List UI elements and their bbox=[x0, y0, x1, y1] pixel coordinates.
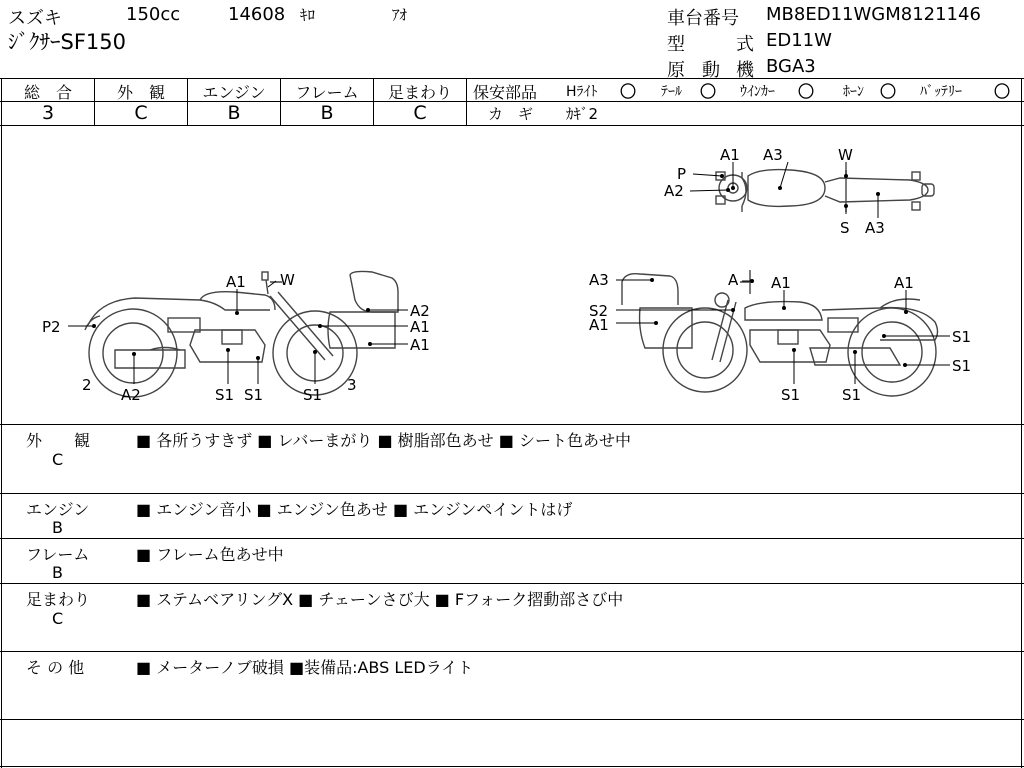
left-label-2: 2 bbox=[82, 376, 92, 394]
color: ｱｵ bbox=[392, 6, 408, 24]
top-view-motorcycle bbox=[716, 170, 934, 212]
right-label-s1a: S1 bbox=[952, 328, 972, 346]
frame-label: フレーム bbox=[295, 83, 359, 102]
notes-engine-text: ■ エンジン音小 ■ エンジン色あせ ■ エンジンペイントはげ bbox=[136, 500, 573, 519]
right-label-a1b: A1 bbox=[894, 274, 914, 292]
engine-label-1: 原 bbox=[667, 60, 685, 81]
overall-grade: 3 bbox=[41, 102, 55, 124]
headlight-label: Hﾗｲﾄ bbox=[566, 84, 598, 100]
right-label-s1b: S1 bbox=[952, 357, 972, 375]
engine-grade: B bbox=[227, 102, 241, 124]
headlight-mark: 〇 bbox=[620, 82, 637, 101]
notes-other-text: ■ メーターノブ破損 ■装備品:ABS LEDライト bbox=[136, 658, 474, 677]
battery-label: ﾊﾞｯﾃﾘｰ bbox=[920, 84, 962, 100]
suspension-label: 足まわり bbox=[387, 83, 452, 102]
notes-exterior-label: 外 観 bbox=[26, 431, 91, 450]
right-label-a: A bbox=[728, 271, 739, 289]
notes-suspension-grade: C bbox=[52, 609, 64, 628]
right-label-a1a: A1 bbox=[771, 274, 791, 292]
engine-label-2: 動 bbox=[702, 60, 720, 81]
frame-no: MB8ED11WGM8121146 bbox=[766, 4, 981, 25]
engine-model: BGA3 bbox=[766, 56, 816, 77]
notes-engine-label: エンジン bbox=[26, 500, 90, 519]
suspension-grade: C bbox=[413, 102, 427, 124]
right-label-s1c: S1 bbox=[781, 386, 801, 404]
top-label-a2: A2 bbox=[664, 182, 684, 200]
displacement: 150cc bbox=[126, 4, 181, 25]
tail-label: ﾃｰﾙ bbox=[661, 84, 682, 100]
maker: スズキ bbox=[8, 8, 62, 29]
type-value: ED11W bbox=[766, 30, 832, 51]
left-label-s1b: S1 bbox=[244, 386, 264, 404]
model-name: ｼﾞｸｻｰSF150 bbox=[8, 30, 126, 54]
battery-mark: 〇 bbox=[994, 82, 1011, 101]
top-label-a1: A1 bbox=[720, 146, 740, 164]
notes-exterior-grade: C bbox=[52, 450, 64, 469]
exterior-grade: C bbox=[134, 102, 148, 124]
left-label-a1: A1 bbox=[226, 273, 246, 291]
left-label-a2a: A2 bbox=[410, 302, 430, 320]
safety-label: 保安部品 bbox=[473, 83, 538, 102]
left-label-a1c: A1 bbox=[410, 336, 430, 354]
exterior-label: 外 観 bbox=[116, 83, 165, 102]
left-label-s1c: S1 bbox=[303, 386, 323, 404]
frame-grade: B bbox=[320, 102, 334, 124]
notes-suspension-label: 足まわり bbox=[26, 590, 91, 609]
top-label-a3: A3 bbox=[763, 146, 783, 164]
winker-label: ｳｲﾝｶｰ bbox=[740, 84, 775, 100]
top-label-s: S bbox=[840, 219, 850, 237]
key-value: ｶｷﾞ2 bbox=[566, 105, 599, 123]
right-label-a3: A3 bbox=[589, 271, 609, 289]
left-label-w: W bbox=[280, 271, 295, 289]
type-label-1: 型 bbox=[667, 34, 685, 55]
mileage-unit: ｷﾛ bbox=[300, 6, 316, 24]
left-label-a2b: A2 bbox=[121, 386, 141, 404]
notes-other-label: そ の 他 bbox=[26, 658, 85, 677]
left-label-a1b: A1 bbox=[410, 318, 430, 336]
notes-frame-text: ■ フレーム色あせ中 bbox=[136, 545, 284, 564]
left-label-p2: P2 bbox=[42, 318, 61, 336]
frame-no-label: 車台番号 bbox=[667, 8, 739, 29]
top-label-w: W bbox=[838, 146, 853, 164]
left-label-s1a: S1 bbox=[215, 386, 235, 404]
top-label-p: P bbox=[677, 165, 687, 183]
overall-label: 総 合 bbox=[23, 83, 72, 102]
engine-label-3: 機 bbox=[736, 60, 754, 81]
right-label-a1c: A1 bbox=[589, 316, 609, 334]
winker-mark: 〇 bbox=[798, 82, 815, 101]
key-label: カ ギ bbox=[488, 105, 534, 123]
right-label-s1d: S1 bbox=[842, 386, 862, 404]
mileage: 14608 bbox=[228, 4, 286, 25]
tail-mark: 〇 bbox=[700, 82, 717, 101]
horn-mark: 〇 bbox=[880, 82, 897, 101]
engine-label: エンジン bbox=[202, 83, 266, 102]
notes-exterior-text: ■ 各所うすきず ■ レバーまがり ■ 樹脂部色あせ ■ シート色あせ中 bbox=[136, 431, 631, 450]
top-label-a3b: A3 bbox=[865, 219, 885, 237]
horn-label: ﾎｰﾝ bbox=[843, 84, 864, 100]
right-label-s2: S2 bbox=[589, 302, 609, 320]
notes-engine-grade: B bbox=[52, 518, 63, 537]
notes-frame-grade: B bbox=[52, 563, 63, 582]
notes-suspension-text: ■ ステムベアリングX ■ チェーンさび大 ■ Fフォーク摺動部さび中 bbox=[136, 590, 624, 609]
notes-frame-label: フレーム bbox=[26, 545, 90, 564]
left-label-3: 3 bbox=[347, 376, 357, 394]
type-label-2: 式 bbox=[736, 34, 754, 55]
